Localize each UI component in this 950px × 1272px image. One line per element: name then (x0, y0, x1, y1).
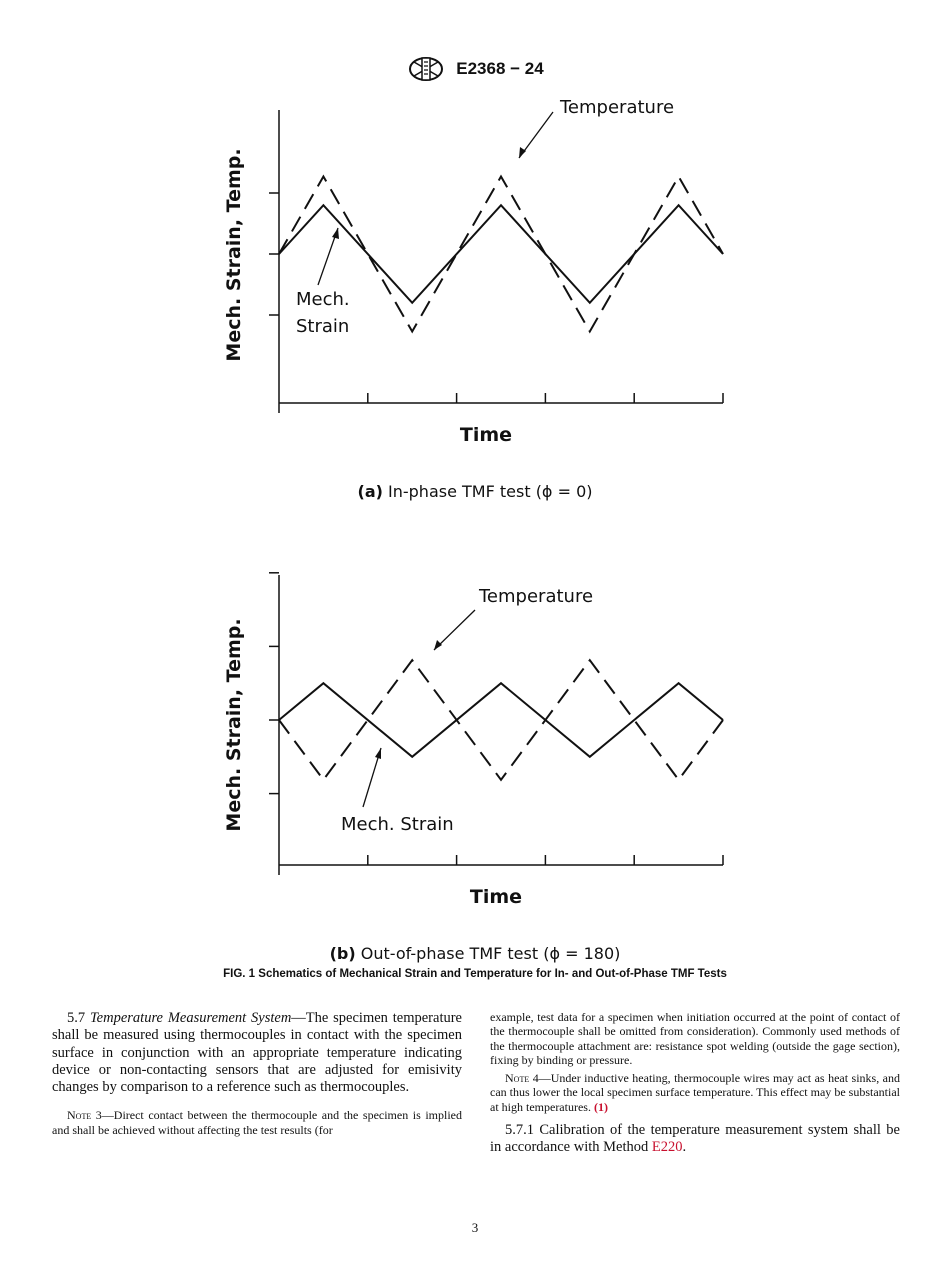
right-column (490, 1010, 900, 1157)
temperature-arrowhead (519, 147, 526, 158)
temperature-label: Temperature (560, 97, 675, 118)
left-column (52, 1010, 462, 1137)
figure-caption: FIG. 1 Schematics of Mechanical Strain and Temperature for In- and Out-of-Phase TMF Tests (223, 968, 727, 980)
section-5-7 (52, 1010, 462, 1096)
note-4 (490, 1071, 900, 1114)
strain-label: Mech. Strain (341, 814, 454, 835)
section-text: —The specimen temperature shall be measured using thermocouples in contact with the specimen surface in conjunction with an appropriate temperature indicating device or non-contacting sensors that are adjusted for emisivity changes by comparison to a reference such as thermocouples. (52, 1010, 462, 1096)
section-text: 5.7.1 Calibration of the temperature measurement system shall be in accordance with Method (490, 1122, 900, 1156)
subcaption-text: Out-of-phase TMF test (ϕ = 180) (355, 944, 621, 963)
note-3-continuation: example, test data for a specimen when initiation occurred at the point of contact of the thermocouple shall be omitted from consideration). Commonly used methods of the thermocouple attachment are: resistance spot welding (outside the gage section), fixing by binding or pressure. (490, 1010, 900, 1067)
subcaption-letter: (a) (357, 482, 383, 501)
method-e220-link[interactable]: E220 (651, 1139, 683, 1156)
y-axis-label: Mech. Strain, Temp. (223, 618, 245, 832)
x-axis-label: Time (459, 424, 513, 446)
chart-out-of-phase (0, 570, 950, 920)
subcaption-b (0, 944, 950, 963)
strain-label-line2: Strain (296, 316, 350, 337)
designation: E2368 − 24 (456, 59, 544, 78)
note-text: —Direct contact between the thermocouple and the specimen is implied and shall be achieved without affecting the test results (for (52, 1108, 463, 1137)
chart-in-phase (0, 90, 950, 460)
subcaption-text: In-phase TMF test (ϕ = 0) (382, 482, 593, 501)
page-header (0, 56, 950, 82)
note-label: Note 4 (505, 1071, 539, 1086)
note-text: —Under inductive heating, thermocouple wires may act as heat sinks, and can thus lower the local specimen surface temperature. This effect may be substantial at high temperatures. (490, 1071, 901, 1114)
astm-logo-icon (406, 56, 446, 82)
section-5-7-1 (490, 1122, 900, 1157)
reference-link[interactable]: (1) (593, 1099, 608, 1114)
section-number: 5.7 (67, 1010, 90, 1026)
y-axis-label: Mech. Strain, Temp. (223, 148, 245, 362)
temperature-series (279, 660, 723, 780)
strain-label-line1: Mech. (296, 289, 350, 310)
strain-arrowhead (375, 748, 381, 759)
section-end: . (682, 1139, 687, 1156)
subcaption-letter: (b) (329, 944, 356, 963)
strain-arrowhead (332, 228, 339, 239)
subcaption-a (0, 482, 950, 501)
note-3 (52, 1108, 462, 1137)
section-title: Temperature Measurement System (89, 1010, 292, 1026)
x-axis-label: Time (469, 886, 523, 908)
page-number: 3 (471, 1220, 479, 1235)
note-label: Note 3 (67, 1108, 102, 1123)
mech-strain-series (279, 683, 723, 757)
temperature-label: Temperature (479, 586, 594, 607)
temperature-arrowhead (434, 640, 442, 650)
